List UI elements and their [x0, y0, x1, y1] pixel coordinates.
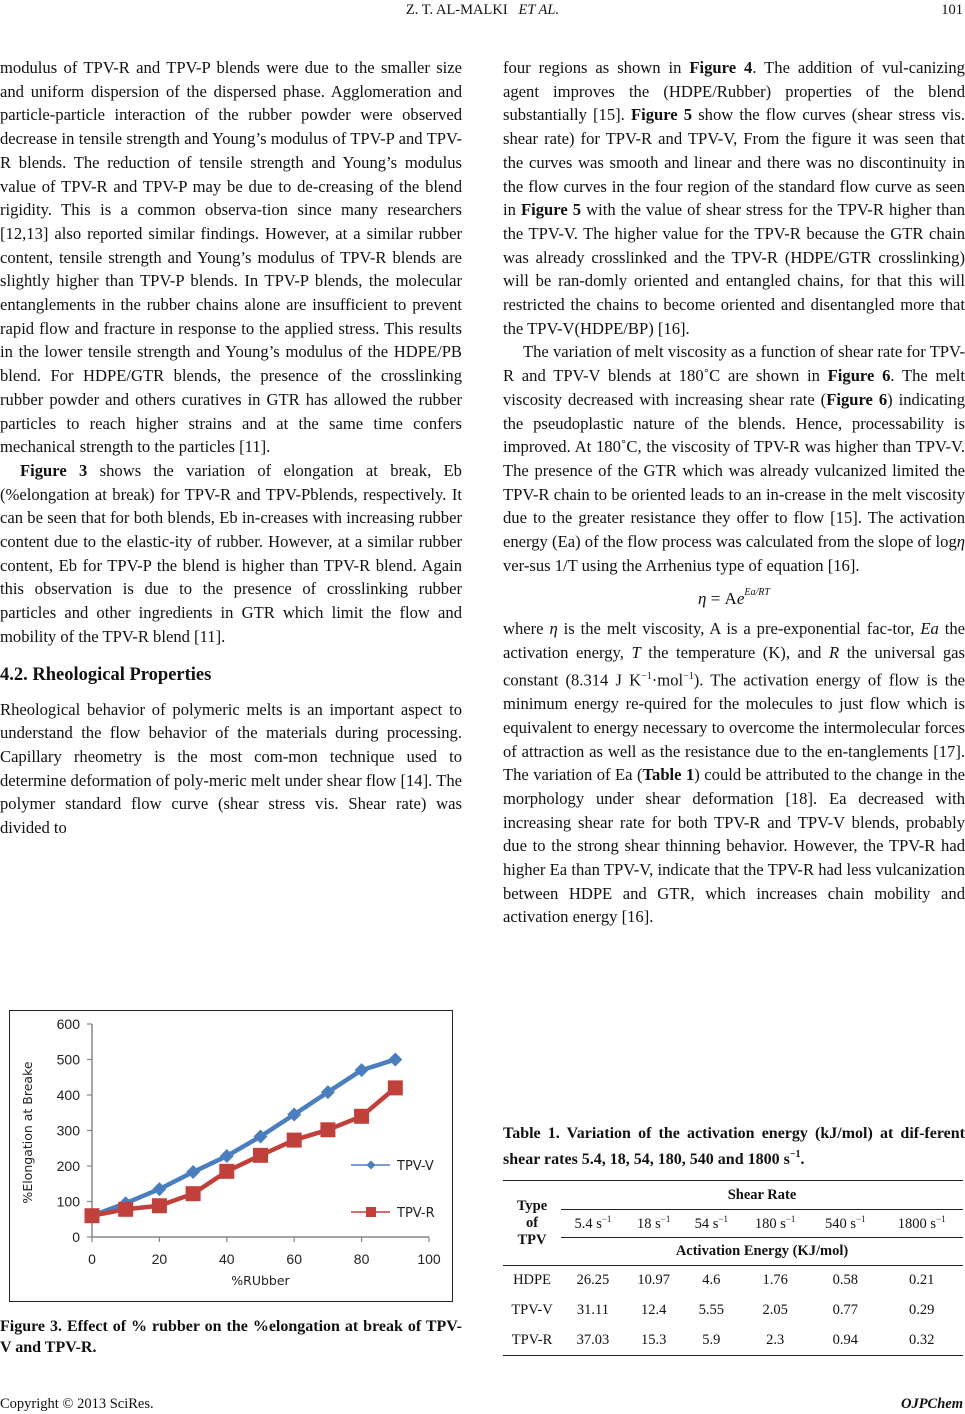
activation-energy-cell: 37.03: [576, 1331, 610, 1348]
x-axis-label: %RUbber: [231, 1273, 290, 1288]
figure-3-link[interactable]: Figure 3: [20, 460, 88, 480]
y-tick-label: 100: [56, 1193, 80, 1210]
y-tick-label: 300: [56, 1122, 80, 1139]
shear-rate-column-header: 540 $s^{-1}$: [824, 1214, 866, 1232]
figure-3-caption: Figure 3. Effect of % rubber on the %elongation at break of TPV-V and TPV-R.: [0, 1318, 462, 1356]
superscript: −1: [683, 670, 694, 682]
activation-energy-cell: 10.97: [637, 1272, 670, 1289]
legend-diamond-icon: [367, 1161, 376, 1170]
eta-symbol: η: [956, 532, 965, 552]
table-1-caption: [503, 1123, 965, 1170]
activation-energy-cell: 26.25: [576, 1272, 610, 1289]
x-tick-label: 100: [417, 1251, 441, 1267]
t-symbol: T: [631, 643, 641, 663]
paragraph-tensile-discussion: modulus of TPV-R and TPV-P blends were due to the smaller size and uniform dispersion of the dispersed phase. Agglomeration and particle-particle interaction of the rubber powder were observed decrease in tensile strength and Young’s modulus of TPV-P and TPV-R blends. The reduction of tensile strength and Young’s modulus value of TPV-R and TPV-P may be due to de-creasing of the blend rigidity. This is a common observa-tion since many researchers [12,13] also reported similar findings. However, at a similar rubber content, tensile strength and Young’s modulus of TPV-R blends are slightly higher than TPV-P blends. In TPV-P blends, the molecular entanglements in the rubber chains alone are insufficient to prevent rapid flow and fracture in response to the applied stress. This results in the lower tensile strength and Young’s modulus of the HDPE/PB blend. For HDPE/GTR blends, the presence of the crosslinking rubber powder and others curatives in GTR has allowed the rubber particles to reach higher strains and at the same time confers mechanical strength to the particles [11].: [0, 58, 462, 457]
square-marker-icon: [186, 1186, 201, 1201]
r-symbol: R: [829, 643, 840, 663]
tpv-type-cell: TPV-R: [511, 1331, 553, 1348]
group-header-shear-rate: Shear Rate: [561, 1181, 963, 1210]
activation-energy-cell: 4.6: [702, 1272, 721, 1289]
text: the universal gas constant (8.314 J K: [503, 643, 965, 690]
table-row: [503, 1326, 963, 1356]
figure-3-chart: [9, 1010, 453, 1302]
y-tick-label: 600: [56, 1016, 80, 1032]
activation-energy-cell: 0.94: [832, 1331, 858, 1348]
square-marker-icon: [118, 1202, 133, 1217]
section-heading-rheological: 4.2. Rheological Properties: [0, 664, 212, 685]
label-line: TPV: [517, 1231, 547, 1248]
text: the activation energy,: [503, 619, 965, 663]
activation-energy-cell: 0.21: [908, 1272, 935, 1289]
text: is the melt viscosity, A is a pre-exponential fac-tor,: [557, 619, 921, 639]
text: ) indicating the pseudoplastic nature of the blends. Hence, processability is improved. At 180˚C, the viscosity of TPV-R was higher than TPV-V. The presence of the GTR which was already vulcanized limited the TPV-R chain to be oriented leads to an in-crease in the melt viscosity due to the greater resistance they offer to flow [15]. The activation energy (Ea) of the flow process was calculated from the slope of log: [503, 389, 965, 552]
activation-energy-cell: 2.05: [762, 1302, 788, 1318]
eta-symbol: η: [698, 589, 707, 609]
arrhenius-equation: [503, 581, 965, 611]
text: with the value of shear stress for the TPV-R higher than the TPV-V. The higher value for the TPV-R because the GTR chain was already crosslinked and the TPV-R (HDPE/GTR crosslinking) will be ran-domly oriented and entangled chains, for that this will restricted the chains to become oriented and disentangled more that the TPV-V(HDPE/BP) [16].: [503, 200, 965, 338]
text: ·mol: [651, 670, 684, 690]
text: ver-sus 1/T using the Arrhenius type of equation [16].: [503, 555, 860, 575]
table-body: [503, 1266, 963, 1356]
text: where: [503, 619, 550, 639]
x-tick-label: 0: [88, 1251, 96, 1267]
table-row: [503, 1266, 963, 1296]
square-marker-icon: [219, 1164, 234, 1179]
left-column: [0, 56, 462, 840]
square-marker-icon: [152, 1198, 167, 1213]
activation-energy-cell: 1.76: [762, 1272, 788, 1289]
text: . The melt viscosity decreased with increasing shear rate (: [503, 366, 965, 409]
eta-symbol: η: [549, 619, 558, 639]
y-axis-label: %Elongation at Breake: [20, 1061, 35, 1204]
shear-rate-column-header: 1800 $s^{-1}$: [897, 1214, 946, 1232]
square-marker-icon: [253, 1148, 268, 1163]
right-column: [503, 56, 965, 929]
paragraph-activation-energy: [503, 617, 965, 929]
superscript: −1: [641, 670, 652, 682]
line-chart: [10, 1011, 451, 1300]
y-tick-label: 0: [72, 1229, 80, 1245]
legend-square-icon: [366, 1207, 376, 1217]
text: ) could be attributed to the change in the morphology under shear deformation [18]. Ea decreased with increasing shear rate for both TPV-R and TPV-V blends, probably due to the strong shear thinning behavior. However, the TPV-R had higher Ea than TPV-V, indicate that the TPV-R had less vulcanization between HDPE and GTR, which increases chain mobility and activation energy [16].: [503, 765, 965, 927]
row-header-label: [503, 1181, 561, 1266]
activation-energy-table: [503, 1180, 963, 1356]
shear-rate-column-header: 180 $s^{-1}$: [754, 1214, 796, 1232]
journal-name: OJPChem: [900, 1396, 963, 1412]
activation-energy-cell: 0.58: [832, 1272, 858, 1289]
label-line: of: [525, 1214, 539, 1231]
copyright: Copyright © 2013 SciRes.: [0, 1396, 154, 1412]
activation-energy-cell: 12.4: [640, 1302, 667, 1318]
page-number: 101: [941, 2, 963, 18]
legend-label: TPV-R: [397, 1206, 435, 1221]
diamond-marker-icon: [388, 1053, 402, 1067]
square-marker-icon: [354, 1109, 369, 1124]
figure-5-link[interactable]: Figure 5: [630, 105, 693, 125]
et-al: ET AL.: [518, 2, 560, 18]
y-tick-label: 200: [56, 1158, 80, 1174]
equation-exponent: Ea/RT: [744, 587, 770, 599]
text: show the flow curves (shear stress vis. shear rate) for TPV-R and TPV-V, From the figure it was seen that the curves was smooth and linear and there was no discontinuity in the flow curves in the four region of the standard flow curve as seen in: [503, 105, 965, 220]
caption-end: .: [800, 1151, 805, 1168]
table-1-link[interactable]: Table 1: [642, 765, 695, 785]
equation-text: = A: [706, 589, 737, 609]
text: The variation of melt viscosity as a function of shear rate for TPV-R and TPV-V blends at 180˚C are shown in: [503, 342, 965, 386]
activation-energy-cell: 2.3: [766, 1331, 785, 1348]
exponential-e: e: [736, 589, 745, 609]
superscript: −1: [789, 1149, 801, 1160]
x-tick-label: 80: [353, 1251, 370, 1267]
figure-6-link[interactable]: Figure 6: [827, 366, 891, 386]
ea-symbol: Ea: [920, 619, 939, 639]
caption-text: Table 1. Variation of the activation energy (kJ/mol) at dif-ferent shear rates 5.4, 18, 54, 180, 540 and 1800 s: [503, 1125, 965, 1168]
figure-4-link[interactable]: Figure 4: [689, 58, 753, 77]
activation-energy-cell: 0.32: [908, 1331, 935, 1348]
shear-rate-header-row: [503, 1210, 963, 1238]
tpv-type-cell: TPV-V: [511, 1302, 553, 1318]
square-marker-icon: [287, 1133, 302, 1148]
x-tick-label: 40: [219, 1251, 235, 1267]
paragraph-text: shows the variation of elongation at break, Eb (%elongation at break) for TPV-R and TPV-Pblends, respectively. It can be seen that for both blends, Eb in-creases with increasing rubber content due to the elastic-ity of rubber. However, at a similar rubber content, Eb for TPV-P the blend is higher than TPV-R blend. Again this observation is due to the presence of crosslinking rubber particles and other ingredients in GTR which limit the flow and mobility of the TPV-R blend [11].: [0, 460, 462, 646]
paragraph-rheological: Rheological behavior of polymeric melts is an important aspect to understand the flow behavior of the materials during processing. Capillary rheometry is the most com-mon technique used to determine deformation of poly-meric melt under shear flow [14]. The polymer standard flow curve (shear stress vis. Shear rate) was divided to: [0, 699, 462, 838]
running-head: [0, 2, 965, 22]
paragraph-flow-curves: [503, 56, 965, 340]
author-names: Z. T. AL-MALKI: [405, 2, 508, 18]
text: the temperature (K), and: [640, 643, 830, 663]
x-tick-label: 20: [151, 1251, 168, 1267]
activation-energy-cell: 0.29: [908, 1302, 935, 1318]
figure-6-link[interactable]: Figure 6: [826, 389, 888, 409]
activation-energy-cell: 15.3: [640, 1331, 667, 1348]
paragraph-melt-viscosity: [503, 340, 965, 577]
square-marker-icon: [320, 1122, 335, 1137]
paragraph-elongation: [0, 459, 462, 649]
square-marker-icon: [388, 1080, 403, 1095]
text: ). The activation energy of flow is the minimum energy re-quired for the molecules to just flow which is equivalent to energy necessary to overcome the intermolecular forces of attraction as well as the resistance due to the en-tanglements [17]. The variation of Ea (: [503, 670, 965, 785]
series-line-tpv-v: [92, 1060, 395, 1216]
shear-rate-column-header: 5.4 $s^{-1}$: [574, 1214, 612, 1232]
x-tick-label: 60: [286, 1251, 302, 1267]
shear-rate-column-header: 18 $s^{-1}$: [636, 1214, 671, 1232]
y-tick-label: 500: [56, 1051, 80, 1068]
text: four regions as shown in: [503, 58, 690, 77]
running-head-authors: [0, 2, 965, 19]
figure-5-link[interactable]: Figure 5: [520, 200, 582, 220]
legend-label: TPV-V: [397, 1159, 434, 1174]
activation-energy-cell: 5.55: [698, 1302, 724, 1318]
square-marker-icon: [85, 1208, 100, 1223]
label-line: Type: [516, 1197, 548, 1214]
tpv-type-cell: HDPE: [513, 1272, 551, 1289]
shear-rate-column-header: 54 $s^{-1}$: [694, 1214, 728, 1232]
sub-header-activation-energy: Activation Energy (KJ/mol): [561, 1238, 963, 1266]
table-row: [503, 1296, 963, 1326]
text: . The addition of vul-canizing agent improves the (HDPE/Rubber) properties of the blend substantially [15].: [503, 58, 965, 125]
activation-energy-cell: 5.9: [702, 1331, 721, 1348]
activation-energy-cell: 0.77: [832, 1302, 858, 1318]
activation-energy-cell: 31.11: [576, 1302, 609, 1318]
y-tick-label: 400: [56, 1087, 80, 1103]
